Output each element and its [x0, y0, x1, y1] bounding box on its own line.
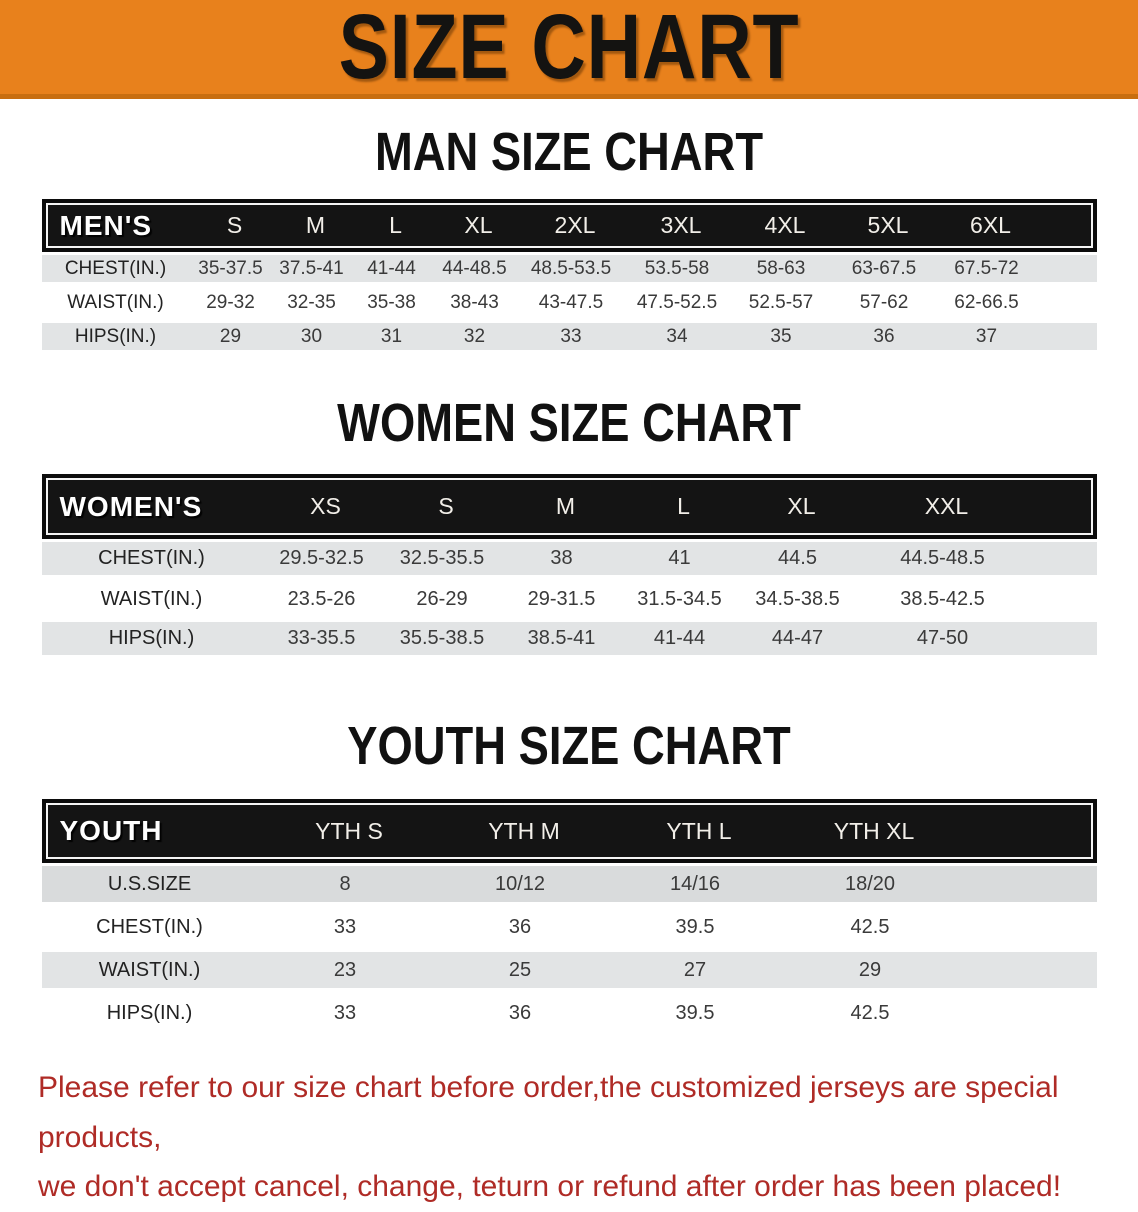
table-cell: 33 [333, 1002, 357, 1024]
table-cell: 35-37.5 [198, 257, 263, 279]
table-cell: 63-67.5 [851, 257, 917, 279]
table-cell: 8 [339, 872, 351, 895]
youth-section-title-text: YOUTH SIZE CHART [347, 716, 791, 776]
table-cell: 48.5-53.5 [530, 257, 612, 279]
men-header-size-5xl: 5XL [867, 212, 909, 238]
banner-title: SIZE CHART [338, 0, 800, 98]
table-cell: 41-44 [653, 627, 706, 649]
table-cell: 41-44 [367, 257, 416, 279]
women-size-table [42, 474, 1097, 659]
table-cell: 38 [550, 547, 573, 569]
men-header-size-m: M [305, 212, 326, 238]
table-cell: 62-66.5 [954, 292, 1019, 313]
men-header-size-4xl: 4XL [764, 212, 806, 238]
women-header-label: WOMEN'S [59, 490, 203, 522]
row-label: WAIST(IN.) [100, 587, 203, 610]
disclaimer [0, 1063, 1138, 1212]
table-cell: 42.5 [850, 916, 890, 938]
table-cell: 23 [333, 958, 357, 981]
table-cell: 32-35 [287, 292, 336, 313]
disclaimer-line-1: Please refer to our size chart before order,the customized jerseys are special products, [38, 1071, 1059, 1154]
men-header-size-s: S [226, 212, 243, 238]
row-label: HIPS(IN.) [108, 627, 195, 649]
women-header-size-xs: XS [310, 493, 341, 519]
youth-table-header-row [42, 799, 1097, 863]
table-cell: 36 [508, 916, 532, 938]
table-cell: 35 [770, 325, 792, 347]
youth-hips-row [42, 992, 1097, 1035]
table-cell: 39.5 [675, 916, 715, 938]
table-cell: 42.5 [850, 1002, 890, 1024]
table-cell: 18/20 [844, 872, 896, 895]
row-label: HIPS(IN.) [106, 1002, 193, 1024]
women-waist-row [42, 579, 1097, 619]
table-cell: 32.5-35.5 [399, 547, 485, 569]
table-cell: 44.5 [778, 547, 817, 569]
table-cell: 14/16 [669, 872, 721, 895]
men-size-table [42, 199, 1097, 354]
table-cell: 31 [380, 325, 403, 347]
table-cell: 29 [858, 958, 882, 981]
table-cell: 52.5-57 [748, 292, 814, 313]
table-cell: 35-38 [367, 292, 416, 313]
women-header-size-xl: XL [787, 493, 816, 519]
table-cell: 36 [873, 325, 895, 347]
table-cell: 26-29 [416, 587, 468, 610]
table-cell: 41 [668, 547, 691, 569]
table-cell: 29-32 [206, 292, 255, 313]
table-cell: 32 [463, 325, 486, 347]
women-section-title-text: WOMEN SIZE CHART [337, 393, 801, 453]
men-section [0, 122, 1138, 354]
women-section-title [0, 393, 1138, 453]
disclaimer-line-2: we don't accept cancel, change, teturn or refund after order has been placed! [38, 1170, 1062, 1203]
men-section-title [0, 122, 1138, 182]
youth-size-table [42, 799, 1097, 1035]
table-cell: 38.5-42.5 [900, 587, 985, 610]
table-cell: 58-63 [756, 257, 806, 279]
youth-section-title [0, 716, 1138, 776]
row-label: CHEST(IN.) [96, 916, 203, 938]
table-cell: 47.5-52.5 [636, 292, 718, 313]
table-cell: 33 [333, 916, 357, 938]
table-cell: 44-47 [771, 627, 824, 649]
row-label: HIPS(IN.) [74, 325, 157, 347]
men-hips-row [42, 320, 1097, 354]
table-cell: 67.5-72 [954, 257, 1019, 279]
table-cell: 38-43 [450, 292, 499, 313]
youth-header-size-xl: YTH XL [833, 817, 915, 844]
table-cell: 29 [219, 325, 242, 347]
women-table-header-row [42, 474, 1097, 539]
table-cell: 36 [508, 1002, 532, 1024]
table-cell: 35.5-38.5 [399, 627, 485, 649]
table-cell: 38.5-41 [527, 627, 596, 649]
men-header-size-3xl: 3XL [660, 212, 702, 238]
table-cell: 27 [683, 958, 707, 981]
youth-chest-row [42, 906, 1097, 949]
youth-header-size-s: YTH S [315, 817, 383, 844]
table-cell: 30 [300, 325, 323, 347]
table-cell: 29.5-32.5 [279, 547, 364, 569]
men-chest-row [42, 252, 1097, 286]
table-cell: 47-50 [916, 627, 969, 649]
table-cell: 37.5-41 [279, 257, 344, 279]
men-waist-row [42, 286, 1097, 320]
men-header-label: MEN'S [59, 209, 153, 241]
row-label: CHEST(IN.) [64, 257, 167, 279]
table-cell: 34.5-38.5 [755, 587, 840, 610]
table-cell: 57-62 [859, 292, 909, 313]
table-cell: 25 [508, 958, 532, 981]
women-header-size-l: L [677, 493, 690, 519]
row-label: WAIST(IN.) [98, 958, 201, 981]
size-chart-banner [0, 0, 1138, 99]
table-cell: 34 [666, 325, 688, 347]
men-section-title-text: MAN SIZE CHART [374, 122, 764, 182]
women-section [0, 393, 1138, 659]
table-cell: 33-35.5 [287, 627, 356, 649]
youth-ussize-row [42, 863, 1097, 906]
table-cell: 10/12 [494, 872, 546, 895]
youth-header-label: YOUTH [59, 815, 163, 846]
table-cell: 43-47.5 [538, 292, 604, 313]
table-cell: 39.5 [675, 1002, 715, 1024]
youth-header-size-m: YTH M [488, 817, 560, 844]
table-cell: 31.5-34.5 [637, 587, 722, 610]
men-header-size-l: L [389, 212, 402, 238]
men-header-size-2xl: 2XL [554, 212, 596, 238]
youth-section [0, 716, 1138, 1035]
women-hips-row [42, 619, 1097, 659]
row-label: U.S.SIZE [107, 872, 192, 895]
row-label: CHEST(IN.) [98, 547, 205, 569]
women-chest-row [42, 539, 1097, 579]
youth-header-size-l: YTH L [666, 817, 732, 844]
youth-waist-row [42, 949, 1097, 992]
men-table-header-row [42, 199, 1097, 252]
men-header-size-6xl: 6XL [970, 212, 1011, 238]
table-cell: 33 [560, 325, 582, 347]
table-cell: 44-48.5 [442, 257, 507, 279]
table-cell: 29-31.5 [527, 587, 596, 610]
table-cell: 23.5-26 [287, 587, 356, 610]
women-header-size-s: S [438, 493, 454, 519]
row-label: WAIST(IN.) [67, 292, 164, 313]
table-cell: 53.5-58 [644, 257, 710, 279]
table-cell: 37 [975, 325, 998, 347]
table-cell: 44.5-48.5 [900, 547, 985, 569]
women-header-size-m: M [555, 493, 576, 519]
men-header-size-xl: XL [464, 212, 493, 238]
women-header-size-xxl: XXL [924, 493, 969, 519]
